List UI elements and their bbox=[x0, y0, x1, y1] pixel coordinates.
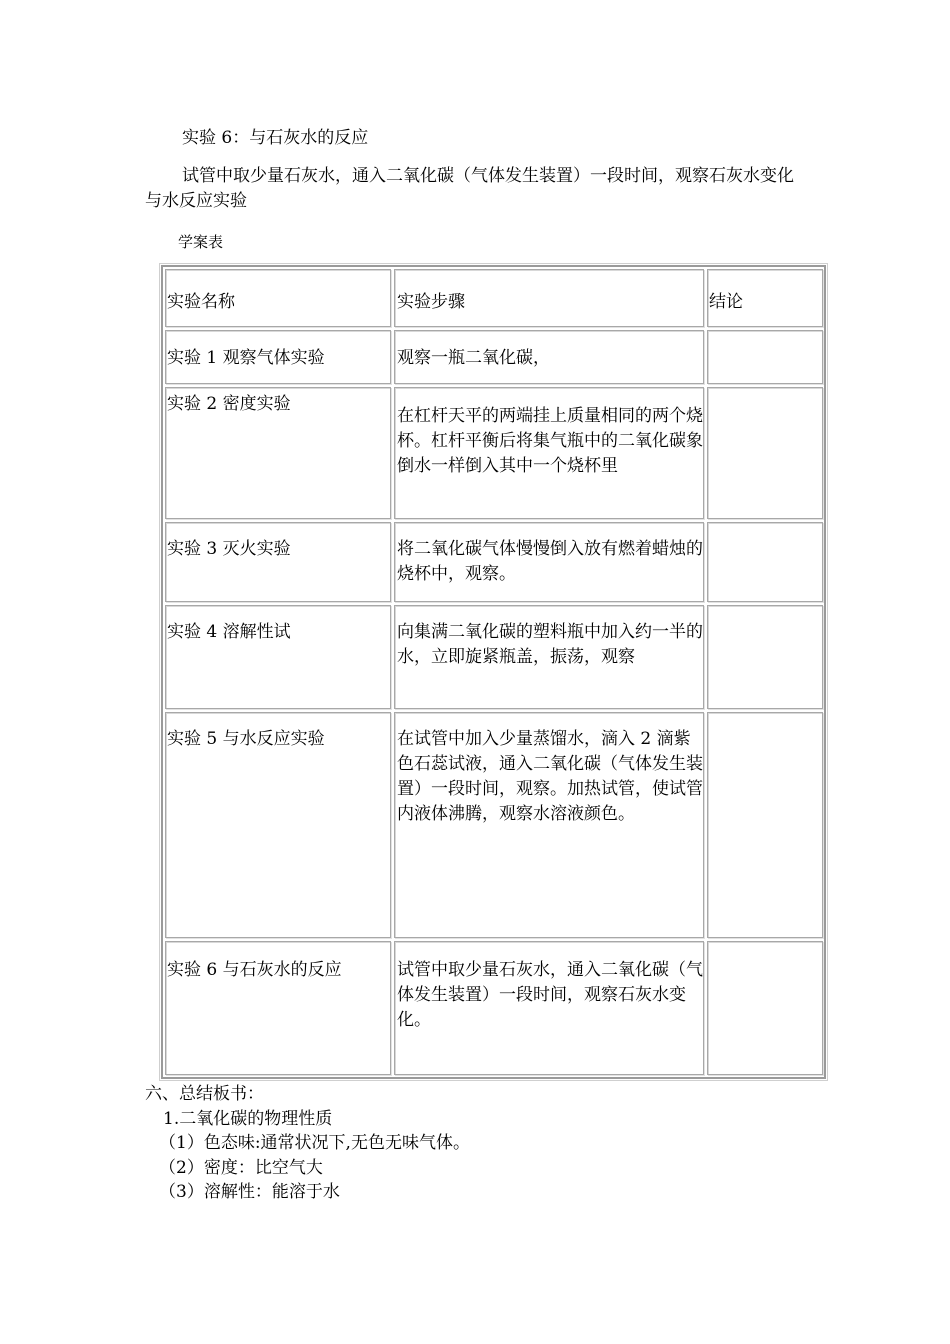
intro-paragraph-line-1: 试管中取少量石灰水，通入二氧化碳（气体发生装置）一段时间，观察石灰水变化 bbox=[182, 166, 794, 186]
section-heading: 实验 6：与石灰水的反应 bbox=[182, 128, 369, 148]
table-row-4-name: 实验 4 溶解性试 bbox=[165, 605, 391, 709]
study-table bbox=[161, 265, 826, 1079]
table-caption: 学案表 bbox=[178, 233, 224, 251]
table-row-2-steps: 在杠杆天平的两端挂上质量相同的两个烧杯。杠杆平衡后将集气瓶中的二氧化碳象倒水一样倒入其中一个烧杯里 bbox=[394, 387, 704, 519]
summary-item-3: （3）溶解性：能溶于水 bbox=[159, 1182, 340, 1202]
table-row-1-conclusion bbox=[707, 330, 823, 384]
table-row-5-name: 实验 5 与水反应实验 bbox=[165, 712, 391, 938]
intro-paragraph-line-2: 与水反应实验 bbox=[145, 191, 247, 211]
table-row-5-conclusion bbox=[707, 712, 823, 938]
summary-subtitle: 1.二氧化碳的物理性质 bbox=[163, 1108, 333, 1129]
table-row-3-conclusion bbox=[707, 522, 823, 602]
table-row-6-conclusion bbox=[707, 941, 823, 1075]
table-row-2-conclusion bbox=[707, 387, 823, 519]
table-row-3-name: 实验 3 灭火实验 bbox=[165, 522, 391, 602]
summary-title: 六、总结板书： bbox=[145, 1084, 264, 1104]
table-header-name: 实验名称 bbox=[165, 269, 391, 327]
table-row-4-steps: 向集满二氧化碳的塑料瓶中加入约一半的水，立即旋紧瓶盖，振荡，观察 bbox=[394, 605, 704, 709]
table-row-6-name: 实验 6 与石灰水的反应 bbox=[165, 941, 391, 1075]
table-header-conclusion: 结论 bbox=[707, 269, 823, 327]
table-row-1-steps: 观察一瓶二氧化碳， bbox=[394, 330, 704, 384]
table-row-3-steps: 将二氧化碳气体慢慢倒入放有燃着蜡烛的烧杯中，观察。 bbox=[394, 522, 704, 602]
summary-item-1: （1）色态味:通常状况下,无色无味气体。 bbox=[159, 1133, 470, 1153]
table-row-4-conclusion bbox=[707, 605, 823, 709]
table-row-2-name: 实验 2 密度实验 bbox=[165, 387, 391, 519]
table-row-5-steps: 在试管中加入少量蒸馏水，滴入 2 滴紫色石蕊试液，通入二氧化碳（气体发生装置）一段时间，观察。加热试管，使试管内液体沸腾，观察水溶液颜色。 bbox=[394, 712, 704, 938]
summary-item-2: （2）密度：比空气大 bbox=[159, 1157, 323, 1178]
table-row-6-steps: 试管中取少量石灰水，通入二氧化碳（气体发生装置）一段时间，观察石灰水变化。 bbox=[394, 941, 704, 1075]
table-row-1-name: 实验 1 观察气体实验 bbox=[165, 330, 391, 384]
summary-section bbox=[145, 1082, 470, 1205]
table-header-steps: 实验步骤 bbox=[394, 269, 704, 327]
